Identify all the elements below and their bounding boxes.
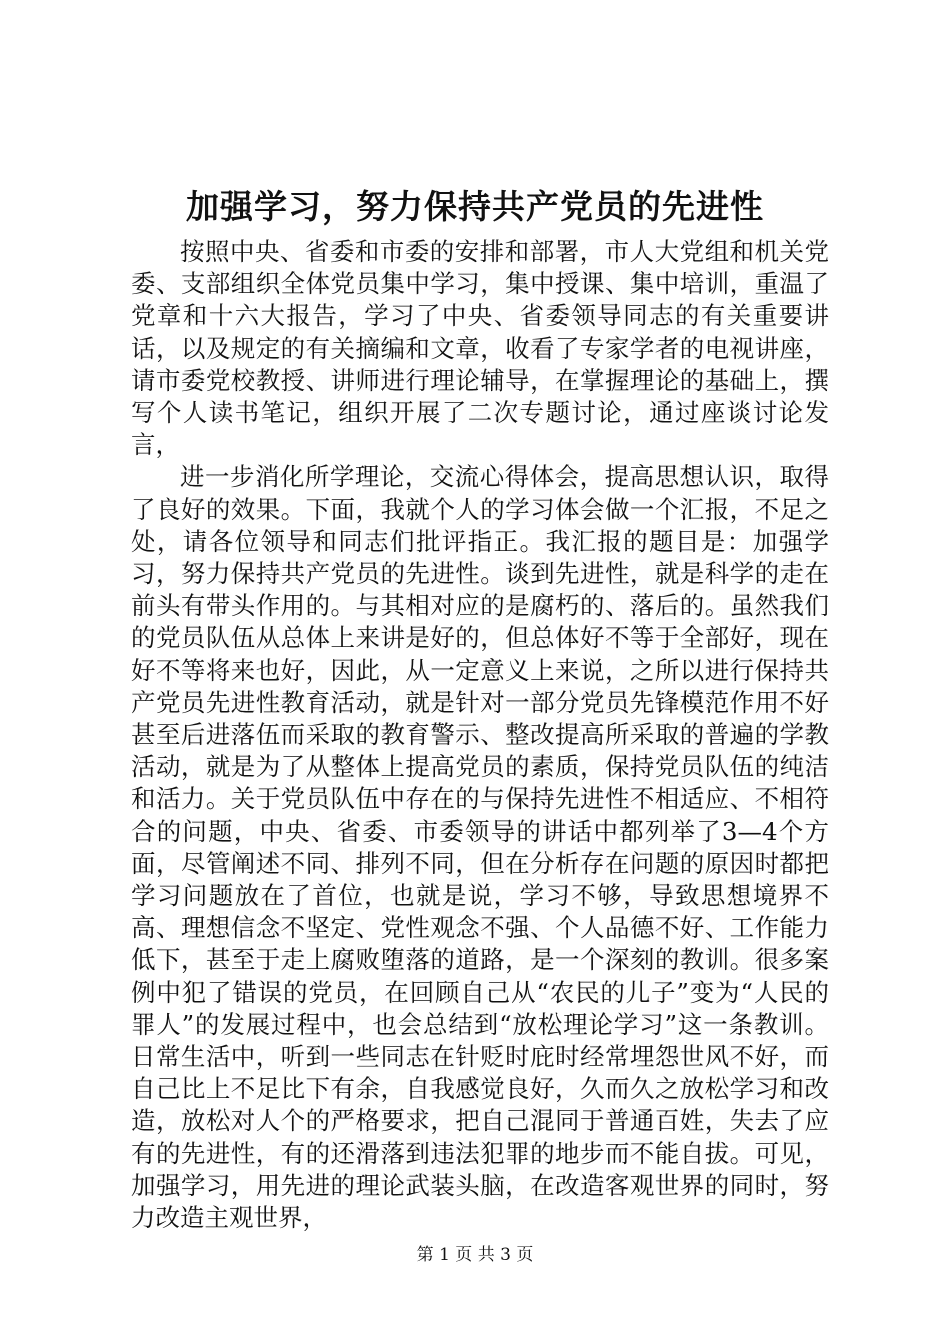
document-title: 加强学习，努力保持共产党员的先进性 xyxy=(186,187,764,226)
paragraph-2: 进一步消化所学理论，交流心得体会，提高思想认识，取得了良好的效果。下面，我就个人的学习体会做一个汇报，不足之处，请各位领导和同志们批评指正。我汇报的题目是：加强学习，努力保持共产党员的先进性。谈到先进性，就是科学的走在前头有带头作用的。与其相对应的是腐朽的、落后的。虽然我们的党员队伍从总体上来讲是好的，但总体好不等于全部好，现在好不等将来也好，因此，从一定意义上来说，之所以进行保持共产党员先进性教育活动，就是针对一部分党员先锋模范作用不好甚至后进落伍而采取的教育警示、整改提高所采取的普遍的学教活动，就是为了从整体上提高党员的素质，保持党员队伍的纯洁和活力。关于党员队伍中存在的与保持先进性不相适应、不相符合的问题，中央、省委、市委领导的讲话中都列举了3—4个方面，尽管阐述不同、排列不同，但在分析存在问题的原因时都把学习问题放在了首位，也就是说，学习不够，导致思想境界不高、理想信念不坚定、党性观念不强、个人品德不好、工作能力低下，甚至于走上腐败堕落的道路，是一个深刻的教训。很多案例中犯了错误的党员，在回顾自己从“农民的儿子”变为“人民的罪人”的发展过程中，也会总结到“放松理论学习”这一条教训。日常生活中，听到一些同志在针贬时庇时经常埋怨世风不好，而自己比上不足比下有余，自我感觉良好，久而久之放松学习和改造，放松对人个的严格要求，把自己混同于普通百姓，失去了应有的先进性，有的还滑落到违法犯罪的地步而不能自拔。可见，加强学习，用先进的理论武装头脑，在改造客观世界的同时，努力改造主观世界， xyxy=(131,462,829,1233)
page-footer: 第 1 页 共 3 页 xyxy=(416,1245,534,1265)
paragraph-1: 按照中央、省委和市委的安排和部署，市人大党组和机关党委、支部组织全体党员集中学习，集中授课、集中培训，重温了党章和十六大报告，学习了中央、省委领导同志的有关重要讲话，以及规定的有关摘编和文章，收看了专家学者的电视讲座，请市委党校教授、讲师进行理论辅导，在掌握理论的基础上，撰写个人读书笔记，组织开展了二次专题讨论，通过座谈讨论发言， xyxy=(131,237,829,460)
document-body xyxy=(131,236,829,1234)
